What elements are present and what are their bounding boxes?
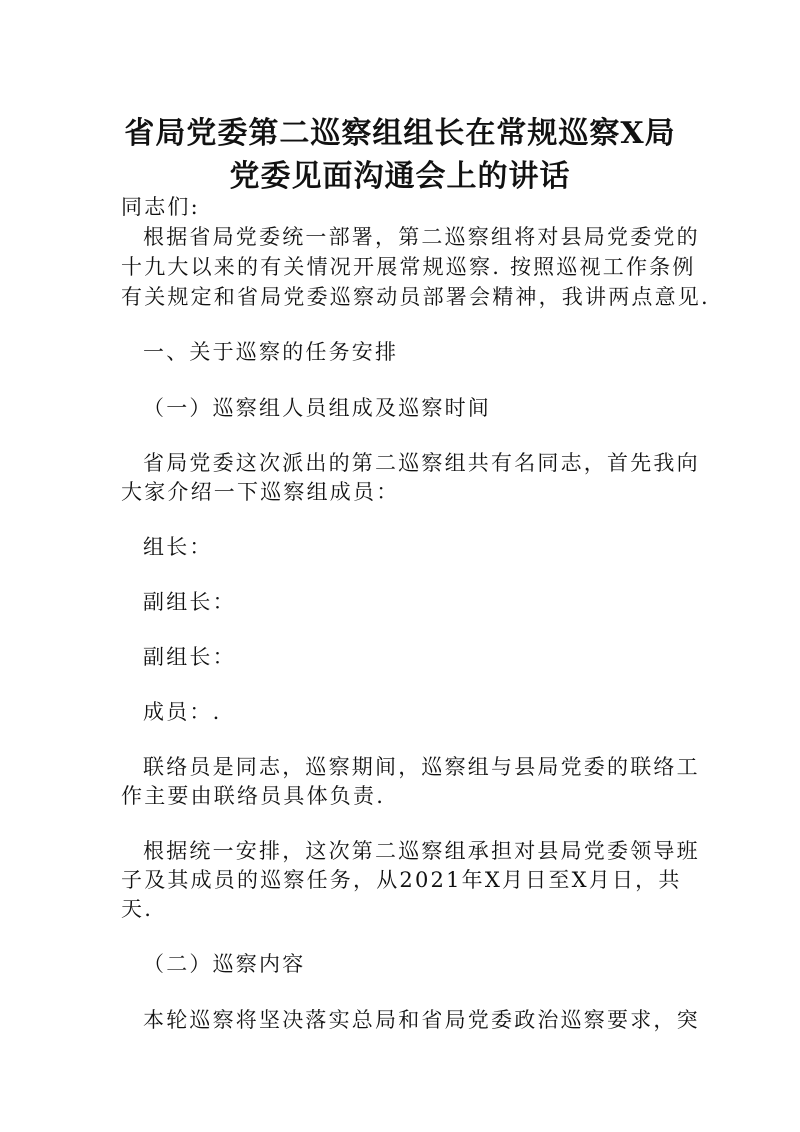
role-deputy-leader: 副组长：	[143, 590, 236, 614]
paragraph-line: 联络员是同志，巡察期间，巡察组与县局党委的联络工	[143, 755, 700, 779]
role-members: 成员：.	[143, 700, 222, 724]
paragraph-line: 作主要由联络员具体负责.	[121, 784, 386, 808]
role-leader: 组长：	[143, 535, 213, 559]
section-heading: 一、关于巡察的任务安排	[143, 340, 399, 364]
document-title-line-2: 党委见面沟通会上的讲话	[229, 159, 571, 194]
document-title-line-1: 省局党委第二巡察组组长在常规巡察X局	[124, 116, 676, 151]
paragraph-line: 本轮巡察将坚决落实总局和省局党委政治巡察要求，突	[143, 1008, 700, 1032]
paragraph-line: 大家介绍一下巡察组成员：	[121, 480, 400, 504]
subsection-heading: （一）巡察组人员组成及巡察时间	[143, 396, 491, 420]
subsection-heading: （二）巡察内容	[143, 952, 306, 976]
paragraph-line: 省局党委这次派出的第二巡察组共有名同志，首先我向	[143, 451, 700, 475]
paragraph-line: 根据省局党委统一部署，第二巡察组将对县局党委党的	[143, 225, 700, 249]
paragraph-line: 根据统一安排，这次第二巡察组承担对县局党委领导班	[143, 839, 700, 863]
role-deputy-leader: 副组长：	[143, 645, 236, 669]
salutation: 同志们:	[121, 195, 200, 219]
paragraph-line: 十九大以来的有关情况开展常规巡察. 按照巡视工作条例	[121, 255, 696, 279]
paragraph-line: 子及其成员的巡察任务，从2021年X月日至X月日，共	[121, 868, 682, 892]
paragraph-line: 天.	[121, 897, 154, 921]
paragraph-line: 有关规定和省局党委巡察动员部署会精神，我讲两点意见.	[121, 285, 710, 309]
